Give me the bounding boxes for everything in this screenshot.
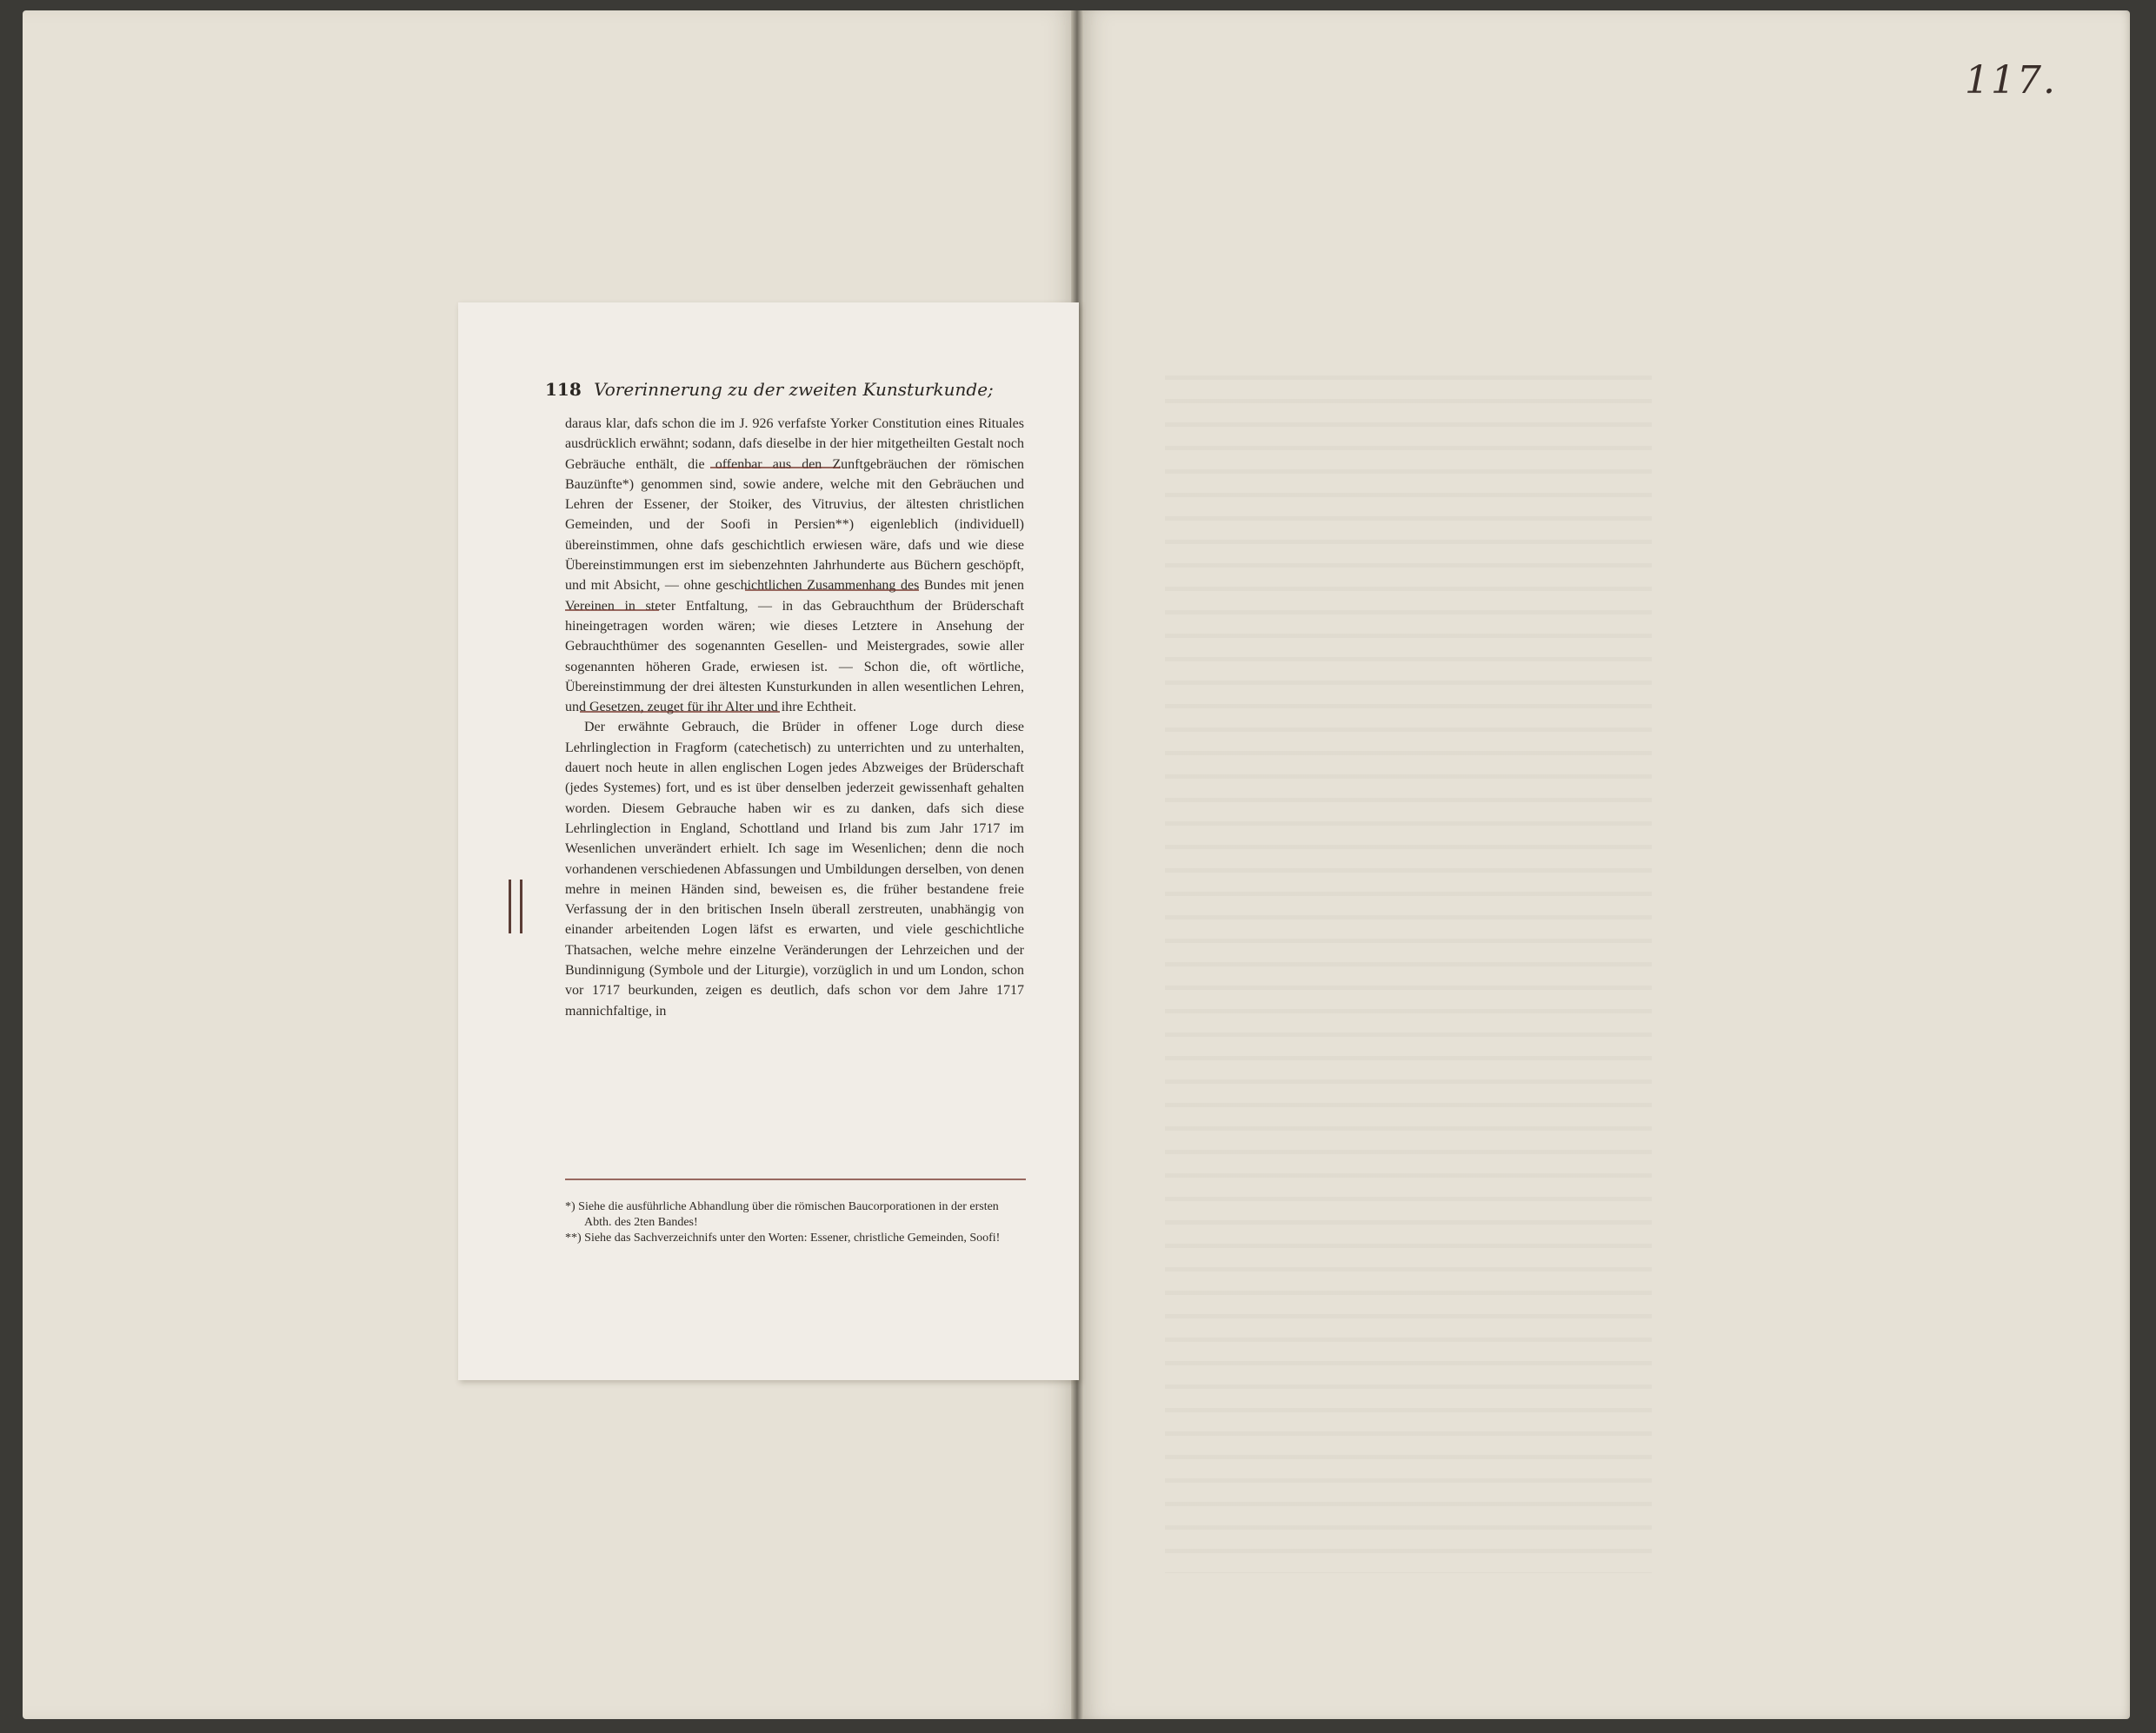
bleed-through-text (1165, 356, 1652, 1573)
footnote-1: *) Siehe die ausführliche Abhandlung über die römischen Baucorporationen in der ersten Abth. des 2ten Bandes! (565, 1200, 999, 1229)
underline-mark (565, 1179, 1026, 1180)
paragraph-2: Der erwähnte Gebrauch, die Brüder in offener Loge durch diese Lehrlinglection in Fragform (catechetisch) zu unterrichten und zu unterhalten, dauert noch heute in allen englischen Logen jedes Abzweiges der Brüderschaft (jedes Systemes) fort, und es ist über denselben jederzeit gewissenhaft gehalten worden. Diesem Gebrauche haben wir es zu danken, dafs sich diese Lehrlinglection in England, Schottland und Irland bis zum Jahr 1717 im Wesenlichen unverändert erhielt. Ich sage im Wesenlichen; denn die noch vorhandenen verschiedenen Abfassungen und Umbildungen derselben, von denen mehre in meinen Händen sind, beweisen es, die früher bestandene freie Verfassung der in den britischen Inseln überall zerstreuten, unabhängig von einander arbeitenden Logen läfst es erwarten, und viele geschichtliche Thatsachen, welche mehre einzelne Veränderungen der Lehrzeichen und der Bundinnigung (Symbole und der Liturgie), vorzüglich in und um London, schon vor 1717 beurkunden, zeigen es deutlich, dafs schon vor dem Jahre 1717 mannichfaltige, in (565, 720, 1024, 1019)
footnote-2: **) Siehe das Sachverzeichnifs unter den Worten: Essener, christliche Gemeinden, Soofi! (565, 1232, 1001, 1245)
footnotes (565, 1199, 1024, 1246)
margin-double-bar-mark (509, 880, 522, 933)
page-number: 118 (545, 379, 582, 400)
handwritten-folio-number: 117. (1965, 58, 2057, 103)
pasted-page-insert (458, 302, 1079, 1380)
running-head (545, 379, 1049, 400)
underline-mark (745, 589, 919, 591)
underline-mark (565, 609, 659, 611)
underline-mark (580, 711, 780, 713)
running-head-title: Vorerinnerung zu der zweiten Kunsturkunde; (594, 379, 994, 400)
paragraph-1: daraus klar, dafs schon die im J. 926 verfafste Yorker Constitution eines Rituales ausdrücklich erwähnt; sodann, dafs dieselbe in der hier mitgetheilten Gestalt noch Gebräuche enthält, die offenbar aus den Zunftgebräuchen der römischen Bauzünfte*) genommen sind, sowie andere, welche mit den Gebräuchen und Lehren der Essener, der Stoiker, des Vitruvius, der ältesten christlichen Gemeinden, und der Soofi in Persien**) eigenleblich (individuell) übereinstimmen, ohne dafs geschichtlich erwiesen wäre, dafs und wie diese Übereinstimmungen erst im siebenzehnten Jahrhunderte aus Büchern geschöpft, und mit Absicht, — ohne geschichtlichen Zusammenhang des Bundes mit jenen Vereinen in steter Entfaltung, — in das Gebrauchthum der Brüderschaft hineingetragen worden wären; wie dieses Letztere in Ansehung der Gebrauchthümer des sogenannten Gesellen- und Meistergrades, sowie aller sogenannten höheren Grade, erwiesen ist. — Schon die, oft wörtliche, Übereinstimmung der drei ältesten Kunsturkunden in allen wesentlichen Lehren, und Gesetzen, zeuget für ihr Alter und ihre Echtheit. (565, 416, 1024, 715)
body-text (565, 414, 1024, 1021)
underline-mark (710, 467, 841, 468)
